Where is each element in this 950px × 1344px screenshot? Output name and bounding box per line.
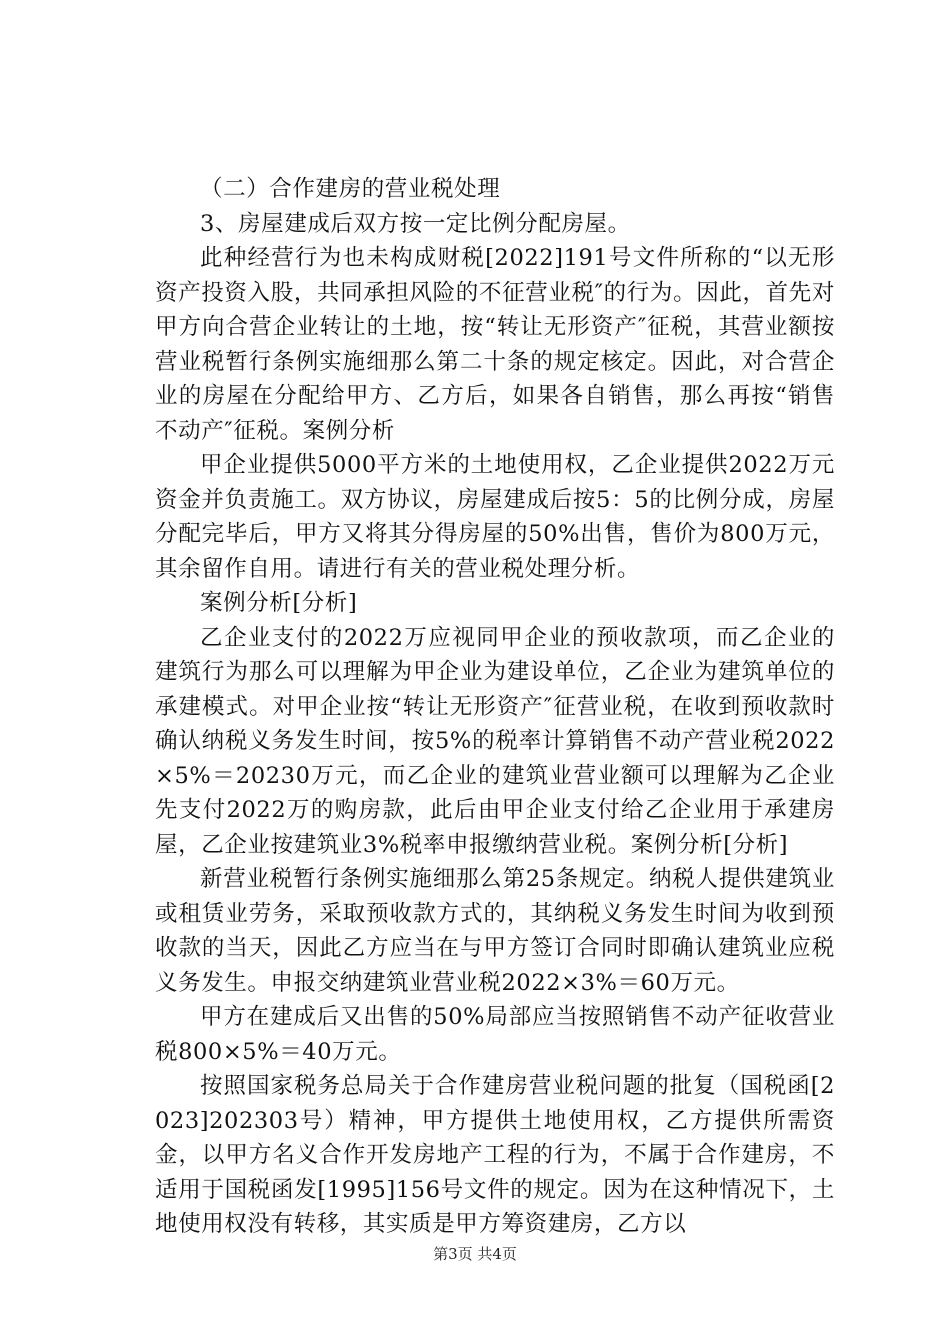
paragraph: 案例分析[分析] bbox=[200, 590, 358, 616]
paragraph: 甲企业提供5000平方米的土地使用权，乙企业提供2022万元资金并负责施工。双方协议，房屋建成后按5：5的比例分成，房屋分配完毕后，甲方又将其分得房屋的50%出售，售价为800万元，其余留作自用。请进行有关的营业税处理分析。 bbox=[155, 452, 835, 582]
paragraph: 乙企业支付的2022万应视同甲企业的预收款项，而乙企业的建筑行为那么可以理解为甲企业为建设单位，乙企业为建筑单位的承建模式。对甲企业按“转让无形资产″征营业税，在收到预收款时确认纳税义务发生时间，按5%的税率计算销售不动产营业税2022×5%＝20230万元，而乙企业的建筑业营业额可以理解为乙企业先支付2022万的购房款，此后由甲企业支付给乙企业用于承建房屋，乙企业按建筑业3%税率申报缴纳营业税。案例分析[分析] bbox=[155, 624, 835, 858]
paragraph: 甲方在建成后又出售的50%局部应当按照销售不动产征收营业税800×5%＝40万元。 bbox=[155, 1004, 835, 1065]
section-heading: （二）合作建房的营业税处理 bbox=[200, 176, 501, 202]
paragraph: 按照国家税务总局关于合作建房营业税问题的批复（国税函[2023]202303号）精神，甲方提供土地使用权，乙方提供所需资金，以甲方名义合作开发房地产工程的行为，不属于合作建房，不适用于国税函发[1995]156号文件的规定。因为在这种情况下，土地使用权没有转移，其实质是甲方筹资建房，乙方以 bbox=[155, 1073, 835, 1237]
page-number-footer: 第3页 共4页 bbox=[433, 1245, 517, 1263]
paragraph: 新营业税暂行条例实施细那么第25条规定。纳税人提供建筑业或租赁业劳务，采取预收款方式的，其纳税义务发生时间为收到预收款的当天，因此乙方应当在与甲方签订合同时即确认建筑业应税义务发生。申报交纳建筑业营业税2022×3%＝60万元。 bbox=[155, 866, 835, 996]
paragraph: 3、房屋建成后双方按一定比例分配房屋。 bbox=[200, 210, 631, 237]
paragraph: 此种经营行为也未构成财税[2022]191号文件所称的“以无形资产投资入股，共同承担风险的不征营业税″的行为。因此，首先对甲方向合营企业转让的土地，按“转让无形资产″征税，其营业额按营业税暂行条例实施细那么第二十条的规定核定。因此，对合营企业的房屋在分配给甲方、乙方后，如果各自销售，那么再按“销售不动产″征税。案例分析 bbox=[155, 245, 835, 444]
document-body bbox=[155, 172, 835, 1242]
